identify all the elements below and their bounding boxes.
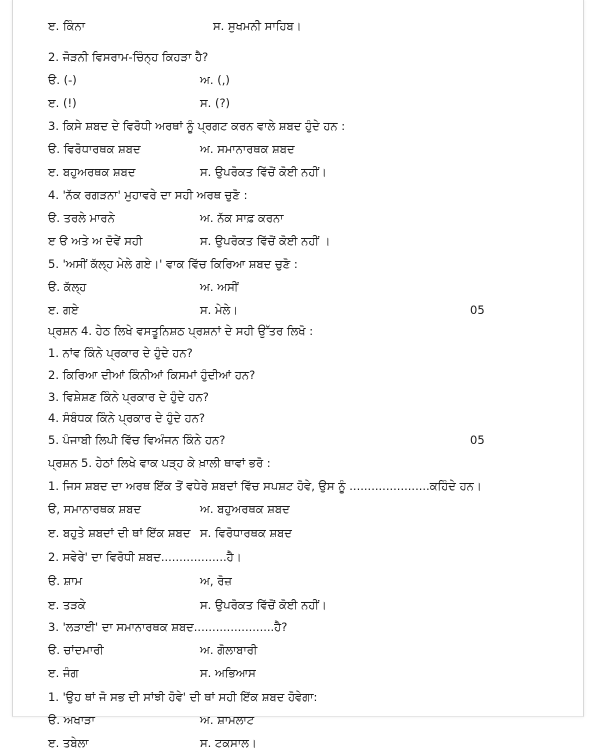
question-line <box>0 254 600 274</box>
options-line <box>0 640 600 660</box>
question-text: ਪ੍ਰਸ਼ਨ 4. ਹੇਠ ਲਿਖੇ ਵਸਤੂਨਿਸ਼ਠ ਪ੍ਰਸ਼ਨਾਂ ਦੇ ਸਹੀ ਉੱਤਰ ਲਿਖੋ : <box>48 324 314 338</box>
options-line <box>0 523 600 543</box>
question-line <box>0 387 600 407</box>
options-line <box>0 300 600 320</box>
question-text: 3. ਵਿਸ਼ੇਸ਼ਣ ਕਿੰਨੇ ਪ੍ਰਕਾਰ ਦੇ ਹੁੰਦੇ ਹਨ? <box>48 390 209 404</box>
options-line <box>0 571 600 591</box>
option-right: ਅ. ਸਮਾਨਾਰਥਕ ਸ਼ਬਦ <box>200 142 295 156</box>
question-text: 3. ਕਿਸੇ ਸ਼ਬਦ ਦੇ ਵਿਰੋਧੀ ਅਰਥਾਂ ਨੂੰ ਪ੍ਰਗਟ ਕਰਨ ਵਾਲੇ ਸ਼ਬਦ ਹੁੰਦੇ ਹਨ : <box>48 119 346 133</box>
options-line <box>0 595 600 615</box>
option-left: ੲ. ਤਬੇਲਾ <box>48 736 89 750</box>
marks-label: 05 <box>470 433 485 447</box>
question-text: 5. ਪੰਜਾਬੀ ਲਿਪੀ ਵਿੱਚ ਵਿਅੰਜਨ ਕਿੰਨੇ ਹਨ? <box>48 433 226 447</box>
option-left: ੲ. ਗਏ <box>48 303 79 317</box>
option-right: ਅ. (,) <box>200 73 230 87</box>
question-text: 1. 'ਉਹ ਥਾਂ ਜੋ ਸਭ ਦੀ ਸਾਂਝੀ ਹੋਵੇ' ਦੀ ਥਾਂ ਸਹੀ ਇੱਕ ਸ਼ਬਦ ਹੋਵੇਗਾ: <box>48 690 318 704</box>
options-line <box>0 93 600 113</box>
question-line <box>0 321 600 341</box>
option-right: ਸ. ਟਕਸਾਲ। <box>200 736 257 750</box>
option-left: ੲ. ਤੜਕੇ <box>48 598 86 612</box>
question-line <box>0 365 600 385</box>
option-right: ਅ. ਅਸੀਂ <box>200 280 239 294</box>
options-line <box>0 710 600 730</box>
option-right: ਅ. ਨੱਕ ਸਾਫ਼ ਕਰਨਾ <box>200 211 284 225</box>
question-line <box>0 547 600 567</box>
question-text: 4. ਸੰਬੰਧਕ ਕਿੰਨੇ ਪ੍ਰਕਾਰ ਦੇ ਹੁੰਦੇ ਹਨ? <box>48 411 206 425</box>
question-line <box>0 343 600 363</box>
options-line <box>0 499 600 519</box>
marks-label: 05 <box>470 303 485 317</box>
question-line <box>0 408 600 428</box>
option-right: ਸ. ਮੇਲੇ। <box>200 303 239 317</box>
question-text: 1. ਜਿਸ ਸ਼ਬਦ ਦਾ ਅਰਥ ਇੱਕ ਤੋਂ ਵਧੇਰੇ ਸ਼ਬਦਾਂ ਵਿੱਚ ਸਪਸ਼ਟ ਹੋਵੇ, ਉਸ ਨੂੰ ......................ਕਹਿੰਦੇ ਹਨ। <box>48 479 482 493</box>
question-text: 3. 'ਲੜਾਈ' ਦਾ ਸਮਾਨਾਰਥਕ ਸ਼ਬਦ......................ਹੈ? <box>48 620 288 634</box>
options-line <box>0 733 600 753</box>
option-left: ੳ, ਸਮਾਨਾਰਥਕ ਸ਼ਬਦ <box>48 502 142 516</box>
option-right: ਅ, ਰੋਜ਼ <box>200 574 232 588</box>
options-line <box>0 70 600 90</box>
question-line <box>0 453 600 473</box>
option-right: ਅ. ਬਹੁਅਰਥਕ ਸ਼ਬਦ <box>200 502 290 516</box>
option-left: ੲ ੳ ਅਤੇ ਅ ਦੋਵੇਂ ਸਹੀ <box>48 234 143 248</box>
question-text: ਪ੍ਰਸ਼ਨ 5. ਹੇਠਾਂ ਲਿਖੇ ਵਾਕ ਪੜ੍ਹ ਕੇ ਖ਼ਾਲੀ ਥਾਵਾਂ ਭਰੋ : <box>48 456 271 470</box>
question-line <box>0 185 600 205</box>
options-line <box>0 208 600 228</box>
question-line <box>0 116 600 136</box>
question-text: 5. 'ਅਸੀਂ ਕੱਲ੍ਹ ਮੇਲੇ ਗਏ।' ਵਾਕ ਵਿੱਚ ਕਿਰਿਆ ਸ਼ਬਦ ਚੁਣੋ : <box>48 257 298 271</box>
option-left: ੲ. ਬਹੁਤੇ ਸ਼ਬਦਾਂ ਦੀ ਥਾਂ ਇੱਕ ਸ਼ਬਦ <box>48 526 191 540</box>
question-line <box>0 687 600 707</box>
option-left: ੲ. (!) <box>48 96 77 110</box>
option-right: ਸ. (?) <box>200 96 231 110</box>
option-left: ੳ. ਕੱਲ੍ਹ <box>48 280 87 294</box>
option-right: ਸ. ਉਪਰੋਕਤ ਵਿੱਚੋਂ ਕੋਈ ਨਹੀਂ । <box>200 234 331 248</box>
option-right: ਅ. ਸ਼ਾਮਲਾਟ <box>200 713 255 727</box>
option-right: ਸ. ਉਪਰੋਕਤ ਵਿੱਚੋਂ ਕੋਈ ਨਹੀਂ। <box>200 165 327 179</box>
options-line <box>0 277 600 297</box>
question-line <box>0 476 600 496</box>
option-left: ੳ. (-) <box>48 73 77 87</box>
options-line <box>0 16 600 36</box>
option-left: ੳ. ਤਰਲੇ ਮਾਰਨੇ <box>48 211 115 225</box>
question-text: 1. ਨਾਂਵ ਕਿੰਨੇ ਪ੍ਰਕਾਰ ਦੇ ਹੁੰਦੇ ਹਨ? <box>48 346 193 360</box>
option-left: ੳ. ਚਾਂਦਮਾਰੀ <box>48 643 104 657</box>
options-line <box>0 231 600 251</box>
question-line <box>0 47 600 67</box>
option-left: ੳ. ਅਖਾੜਾ <box>48 713 95 727</box>
option-left: ੲ. ਬਹੁਅਰਥਕ ਸ਼ਬਦ <box>48 165 136 179</box>
option-left: ੲ. ਕਿੰਨਾ <box>48 19 85 33</box>
option-right: ਸ. ਵਿਰੋਧਾਰਥਕ ਸ਼ਬਦ <box>200 526 292 540</box>
option-left: ੳ. ਸ਼ਾਮ <box>48 574 83 588</box>
option-right: ਸ. ਅਭਿਆਸ <box>200 666 256 680</box>
question-text: 2. ਕਿਰਿਆ ਦੀਆਂ ਕਿੰਨੀਆਂ ਕਿਸਮਾਂ ਹੁੰਦੀਆਂ ਹਨ? <box>48 368 256 382</box>
options-line <box>0 162 600 182</box>
option-right: ਸ. ਉਪਰੋਕਤ ਵਿੱਚੋਂ ਕੋਈ ਨਹੀਂ। <box>200 598 327 612</box>
question-line <box>0 430 600 450</box>
options-line <box>0 663 600 683</box>
question-text: 2. ਸਵੇਰੇ' ਦਾ ਵਿਰੋਧੀ ਸ਼ਬਦ..................ਹੈ। <box>48 550 242 564</box>
question-line <box>0 617 600 637</box>
question-text: 4. 'ਨੱਕ ਰਗੜਨਾ' ਮੁਹਾਵਰੇ ਦਾ ਸਹੀ ਅਰਥ ਚੁਣੋ : <box>48 188 248 202</box>
question-text: 2. ਜੋੜਨੀ ਵਿਸਰਾਮ-ਚਿੰਨ੍ਹ ਕਿਹੜਾ ਹੈ? <box>48 50 209 64</box>
options-line <box>0 139 600 159</box>
option-left: ੳ. ਵਿਰੋਧਾਰਥਕ ਸ਼ਬਦ <box>48 142 141 156</box>
option-left: ੲ. ਜੰਗ <box>48 666 79 680</box>
option-right: ਸ. ਸੁਖਮਨੀ ਸਾਹਿਬ। <box>213 19 302 33</box>
option-right: ਅ. ਗੋਲਾਬਾਰੀ <box>200 643 258 657</box>
